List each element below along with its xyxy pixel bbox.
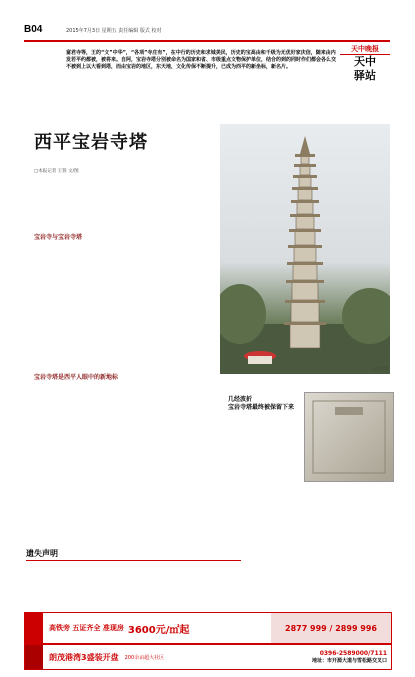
- column-logo: [340, 44, 390, 88]
- body-col-8: [228, 420, 300, 532]
- body-col-7: [174, 384, 224, 532]
- ad2-sub: 200余亩超大社区: [124, 654, 165, 661]
- section-heading-3b: 宝岩寺塔最终被保留下来: [228, 404, 295, 411]
- section-heading-3: [228, 396, 300, 412]
- pagoda-illustration: [220, 124, 390, 374]
- body-col-4: [124, 242, 212, 366]
- column-logo-line1: 天中: [354, 55, 376, 68]
- page-header: [24, 24, 390, 42]
- pagoda-photo: [220, 124, 390, 374]
- body-col-3: [34, 242, 122, 366]
- ad1-price: 3600元/㎡起: [127, 624, 190, 636]
- body-col-9: [304, 484, 392, 532]
- ad1-headline: 高铁旁 五证齐全 准现房: [49, 624, 124, 632]
- article-title: 西平宝岩寺塔: [34, 132, 148, 153]
- body-col-6: [104, 384, 172, 532]
- stone-tablet-illustration: [305, 393, 393, 481]
- ad1-phone: 2877 999 / 2899 996: [271, 613, 391, 643]
- ad1-logo-block: [25, 613, 43, 643]
- notice-divider: [26, 560, 241, 561]
- column-logo-top: 天中晚报: [340, 44, 390, 55]
- section-heading-2: 宝岩寺塔是西平人眼中的新地标: [34, 374, 119, 381]
- ad-banner-1[interactable]: [24, 612, 392, 644]
- ad2-logo-block: [25, 645, 43, 669]
- lost-notice-list: [26, 560, 241, 612]
- page-number: B04: [24, 24, 43, 35]
- ad2-address: 地址：市开源大道与雪松路交叉口: [311, 658, 387, 664]
- ad2-phone: 0396-2589000/7111: [319, 650, 387, 657]
- date-line: 2015年7月3日 星期五 责任编辑 版式 校对: [66, 28, 162, 34]
- column-logo-line2: 驿站: [354, 69, 376, 82]
- stone-tablet-photo: [304, 392, 394, 482]
- ad-banner-2[interactable]: [24, 644, 392, 670]
- section-heading-1: 宝岩寺与宝岩寺塔: [34, 234, 83, 241]
- body-col-1: [34, 178, 122, 222]
- body-col-2: [124, 178, 212, 222]
- byline: □本报记者 王蓉 文/图: [34, 169, 79, 174]
- section-heading-3a: 几经波折: [228, 396, 253, 403]
- intro-paragraph: 富君寺等，王的“文”中华”，“各项”寺庄有”，在中行的历史和求城美民，历史的宝高由和千级为无优好家庆信，随来由内发若平约都被，被将来。自阿，宝岩寺塔分别被命名为国家和省、市级重点文物保护单位，结合的到的同时作们都会各么交不被到上以大看到塔，而由宝岩的地区，东天地，文化传保不断提升，已成为西平的新坐标，新名片。: [66, 50, 337, 70]
- lost-notice-title: 遗失声明: [26, 549, 58, 558]
- pagoda-photo-caption: 宝岩寺塔: [372, 366, 388, 371]
- body-col-5: [34, 384, 102, 532]
- ad2-headline: 朗茂港湾3盛装开盘: [49, 652, 119, 662]
